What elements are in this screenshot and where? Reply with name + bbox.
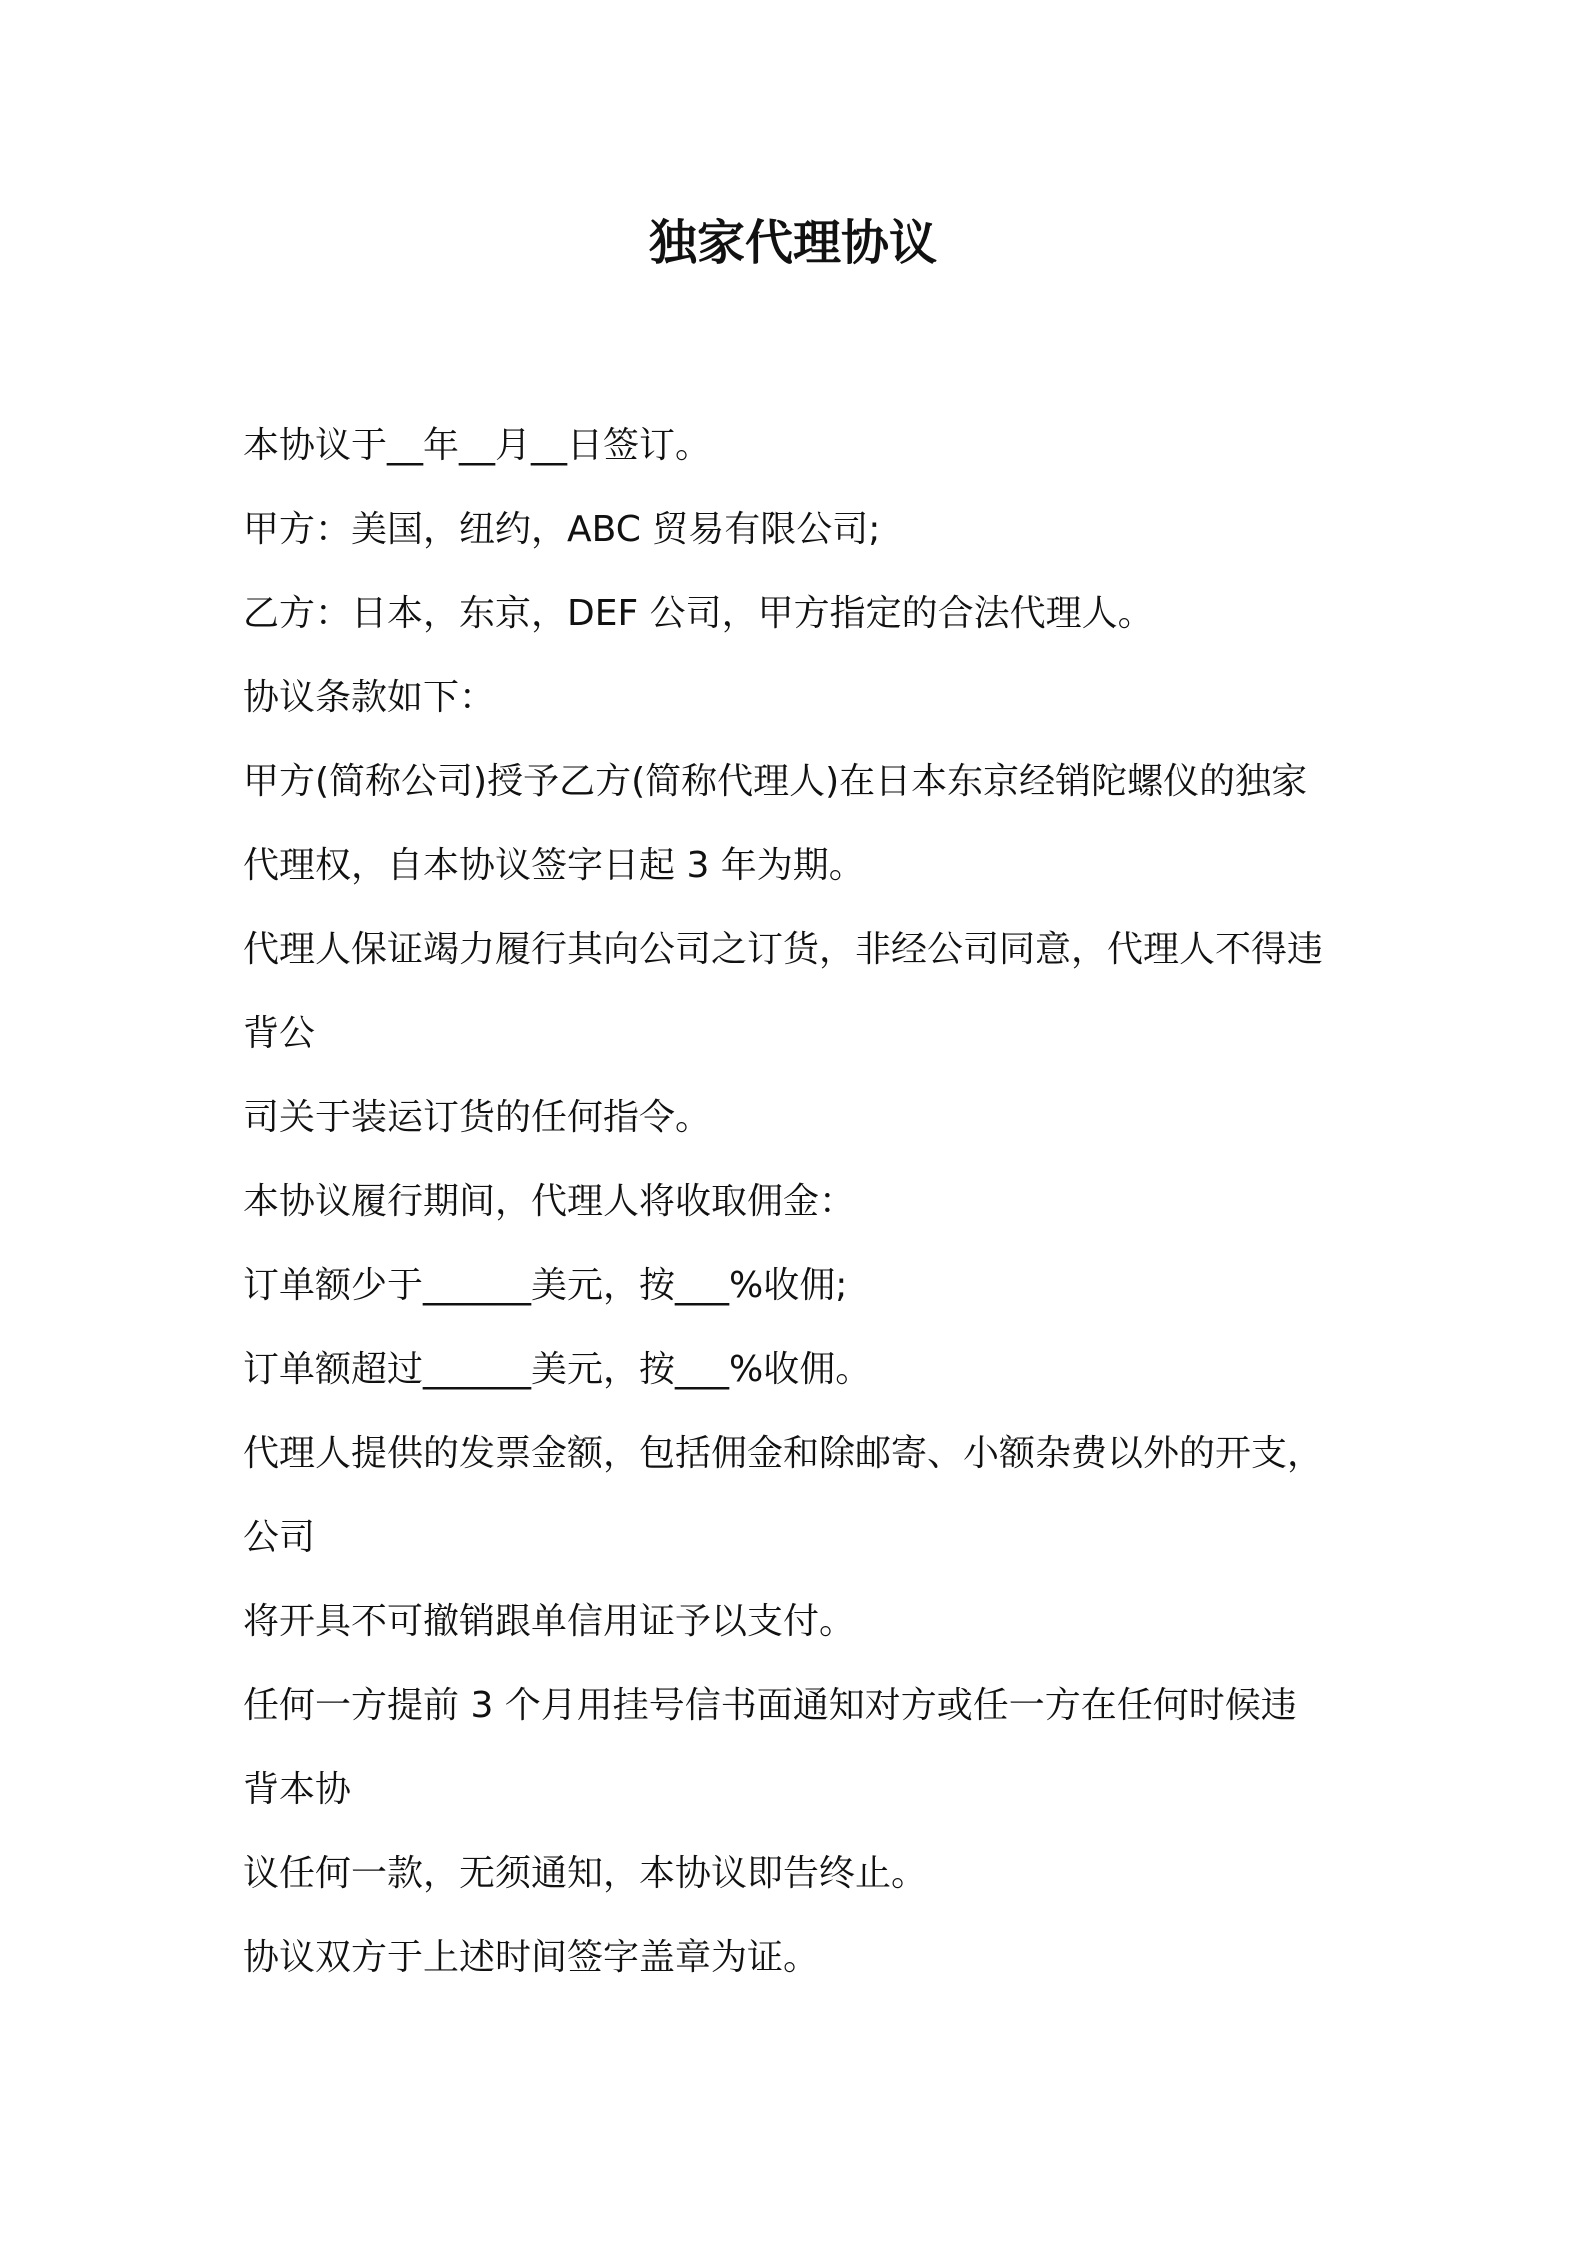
- clause-line: 代理人保证竭力履行其向公司之订货，非经公司同意，代理人不得违: [243, 929, 1324, 970]
- terms-heading: 协议条款如下：: [243, 677, 496, 718]
- clause-line: 司关于装运订货的任何指令。: [243, 1097, 712, 1138]
- commission-line: 订单额少于______美元，按___%收佣;: [243, 1265, 848, 1306]
- clause-line: 背公: [243, 1013, 316, 1054]
- party-b-line: 乙方：日本，东京，DEF 公司，甲方指定的合法代理人。: [243, 593, 1154, 634]
- clause-line: 代理人提供的发票金额，包括佣金和除邮寄、小额杂费以外的开支，: [243, 1433, 1324, 1474]
- termination-line: 任何一方提前 3 个月用挂号信书面通知对方或任一方在任何时候违: [243, 1685, 1297, 1726]
- clause-line: 代理权，自本协议签字日起 3 年为期。: [243, 845, 865, 886]
- document-body: [243, 404, 1393, 2000]
- clause-line: 甲方(简称公司)授予乙方(简称代理人)在日本东京经销陀螺仪的独家: [243, 761, 1308, 802]
- agreement-date-line: 本协议于__年__月__日签订。: [243, 425, 712, 466]
- commission-heading: 本协议履行期间，代理人将收取佣金：: [243, 1181, 856, 1222]
- clause-line: 公司: [243, 1517, 316, 1558]
- signature-clause-line: 协议双方于上述时间签字盖章为证。: [243, 1937, 820, 1978]
- termination-line: 背本协: [243, 1769, 352, 1810]
- clause-line: 将开具不可撤销跟单信用证予以支付。: [243, 1601, 856, 1642]
- termination-line: 议任何一款，无须通知，本协议即告终止。: [243, 1853, 928, 1894]
- party-a-line: 甲方：美国，纽约，ABC 贸易有限公司;: [243, 509, 881, 550]
- commission-line: 订单额超过______美元，按___%收佣。: [243, 1349, 872, 1390]
- document-title: 独家代理协议: [648, 215, 937, 271]
